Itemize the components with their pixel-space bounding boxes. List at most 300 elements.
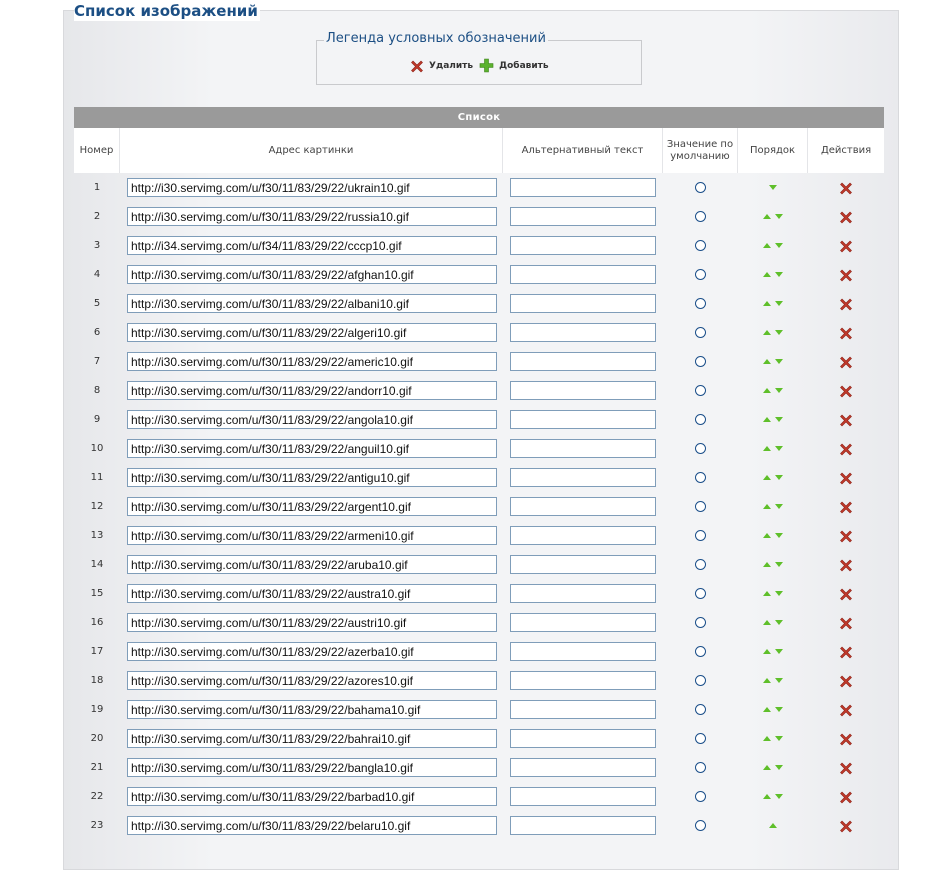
order-arrows — [763, 301, 783, 306]
order-arrows — [763, 359, 783, 364]
url-cell — [120, 173, 503, 202]
order-cell — [738, 434, 808, 463]
arrow-up-icon[interactable] — [763, 214, 771, 219]
table-row — [74, 202, 884, 231]
url-cell — [120, 463, 503, 492]
order-arrows — [769, 185, 777, 190]
default-radio[interactable] — [695, 704, 706, 715]
url-cell — [120, 695, 503, 724]
arrow-down-icon[interactable] — [775, 736, 783, 741]
url-cell — [120, 811, 503, 840]
url-input[interactable] — [127, 642, 497, 661]
arrow-down-icon[interactable] — [775, 243, 783, 248]
default-cell — [663, 811, 738, 840]
order-cell — [738, 666, 808, 695]
arrow-down-icon[interactable] — [775, 475, 783, 480]
alt-text-input[interactable] — [510, 642, 656, 661]
arrow-up-icon[interactable] — [763, 475, 771, 480]
arrow-down-icon[interactable] — [775, 678, 783, 683]
alt-cell — [503, 637, 663, 666]
alt-cell — [503, 434, 663, 463]
url-input[interactable] — [127, 613, 497, 632]
actions-cell — [808, 289, 884, 318]
alt-text-input[interactable] — [510, 526, 656, 545]
alt-cell — [503, 289, 663, 318]
legend-delete-label: Удалить — [429, 60, 474, 71]
arrow-up-icon[interactable] — [763, 678, 771, 683]
arrow-up-icon[interactable] — [763, 649, 771, 654]
table-row — [74, 782, 884, 811]
url-input[interactable] — [127, 468, 497, 487]
actions-cell — [808, 608, 884, 637]
actions-cell — [808, 666, 884, 695]
alt-text-input[interactable] — [510, 294, 656, 313]
table-row — [74, 521, 884, 550]
order-arrows — [769, 823, 777, 828]
actions-cell — [808, 202, 884, 231]
actions-cell — [808, 492, 884, 521]
arrow-up-icon[interactable] — [763, 359, 771, 364]
add-plus-icon — [479, 58, 494, 73]
url-input[interactable] — [127, 236, 497, 255]
arrow-up-icon[interactable] — [763, 736, 771, 741]
arrow-up-icon[interactable] — [763, 301, 771, 306]
table-header-row — [74, 128, 884, 173]
order-cell — [738, 521, 808, 550]
default-radio[interactable] — [695, 733, 706, 744]
default-cell — [663, 492, 738, 521]
alt-text-input[interactable] — [510, 468, 656, 487]
table-row — [74, 405, 884, 434]
default-radio[interactable] — [695, 298, 706, 309]
url-cell — [120, 637, 503, 666]
arrow-down-icon[interactable] — [775, 272, 783, 277]
header-alt: Альтернативный текст — [503, 128, 663, 173]
table-row — [74, 492, 884, 521]
arrow-down-icon[interactable] — [769, 185, 777, 190]
order-cell — [738, 782, 808, 811]
arrow-up-icon[interactable] — [769, 823, 777, 828]
url-cell — [120, 434, 503, 463]
url-input[interactable] — [127, 294, 497, 313]
alt-cell — [503, 405, 663, 434]
actions-cell — [808, 782, 884, 811]
order-cell — [738, 492, 808, 521]
arrow-up-icon[interactable] — [763, 504, 771, 509]
url-input[interactable] — [127, 439, 497, 458]
url-input[interactable] — [127, 381, 497, 400]
default-radio[interactable] — [695, 472, 706, 483]
delete-x-icon[interactable] — [839, 790, 853, 804]
order-arrows — [763, 794, 783, 799]
row-number: 14 — [90, 559, 104, 570]
url-input[interactable] — [127, 584, 497, 603]
row-number: 13 — [90, 530, 104, 541]
url-cell — [120, 521, 503, 550]
delete-x-icon[interactable] — [839, 703, 853, 717]
alt-text-input[interactable] — [510, 352, 656, 371]
arrow-up-icon[interactable] — [763, 620, 771, 625]
default-cell — [663, 666, 738, 695]
default-radio[interactable] — [695, 182, 706, 193]
order-cell — [738, 376, 808, 405]
row-number: 17 — [90, 646, 104, 657]
order-arrows — [763, 417, 783, 422]
delete-x-icon[interactable] — [839, 761, 853, 775]
default-cell — [663, 521, 738, 550]
order-arrows — [763, 214, 783, 219]
alt-text-input[interactable] — [510, 497, 656, 516]
delete-x-icon[interactable] — [839, 442, 853, 456]
url-input[interactable] — [127, 323, 497, 342]
actions-cell — [808, 579, 884, 608]
default-cell — [663, 463, 738, 492]
url-input[interactable] — [127, 526, 497, 545]
default-radio[interactable] — [695, 675, 706, 686]
arrow-up-icon[interactable] — [763, 388, 771, 393]
delete-x-icon[interactable] — [839, 616, 853, 630]
alt-text-input[interactable] — [510, 816, 656, 835]
order-cell — [738, 289, 808, 318]
actions-cell — [808, 521, 884, 550]
row-number: 9 — [93, 414, 101, 425]
alt-cell — [503, 724, 663, 753]
alt-cell — [503, 782, 663, 811]
row-number: 12 — [90, 501, 104, 512]
arrow-down-icon[interactable] — [775, 707, 783, 712]
default-radio[interactable] — [695, 559, 706, 570]
actions-cell — [808, 434, 884, 463]
actions-cell — [808, 695, 884, 724]
default-cell — [663, 289, 738, 318]
table-row — [74, 608, 884, 637]
default-radio[interactable] — [695, 588, 706, 599]
default-radio[interactable] — [695, 211, 706, 222]
url-cell — [120, 318, 503, 347]
url-input[interactable] — [127, 352, 497, 371]
order-arrows — [763, 562, 783, 567]
order-cell — [738, 550, 808, 579]
url-input[interactable] — [127, 178, 497, 197]
table-row — [74, 376, 884, 405]
alt-text-input[interactable] — [510, 584, 656, 603]
actions-cell — [808, 724, 884, 753]
url-cell — [120, 724, 503, 753]
url-input[interactable] — [127, 555, 497, 574]
delete-x-icon[interactable] — [839, 500, 853, 514]
delete-x-icon — [410, 59, 424, 73]
alt-cell — [503, 550, 663, 579]
url-input[interactable] — [127, 700, 497, 719]
legend-title: Легенда условных обозначений — [326, 31, 546, 46]
delete-x-icon[interactable] — [839, 268, 853, 282]
table-caption: Список — [74, 107, 884, 128]
table-row — [74, 289, 884, 318]
delete-x-icon[interactable] — [839, 413, 853, 427]
alt-text-input[interactable] — [510, 410, 656, 429]
actions-cell — [808, 231, 884, 260]
alt-text-input[interactable] — [510, 265, 656, 284]
alt-cell — [503, 318, 663, 347]
url-input[interactable] — [127, 787, 497, 806]
url-input[interactable] — [127, 207, 497, 226]
order-cell — [738, 347, 808, 376]
arrow-up-icon[interactable] — [763, 446, 771, 451]
arrow-up-icon[interactable] — [763, 533, 771, 538]
row-number: 20 — [90, 733, 104, 744]
default-cell — [663, 753, 738, 782]
arrow-down-icon[interactable] — [775, 533, 783, 538]
image-list-table — [74, 107, 884, 840]
default-radio[interactable] — [695, 501, 706, 512]
alt-text-input[interactable] — [510, 729, 656, 748]
url-cell — [120, 289, 503, 318]
alt-text-input[interactable] — [510, 236, 656, 255]
url-cell — [120, 405, 503, 434]
url-cell — [120, 666, 503, 695]
delete-x-icon[interactable] — [839, 529, 853, 543]
url-input[interactable] — [127, 410, 497, 429]
order-cell — [738, 637, 808, 666]
order-cell — [738, 405, 808, 434]
default-cell — [663, 434, 738, 463]
arrow-down-icon[interactable] — [775, 591, 783, 596]
table-row — [74, 637, 884, 666]
default-cell — [663, 347, 738, 376]
delete-x-icon[interactable] — [839, 181, 853, 195]
default-cell — [663, 405, 738, 434]
delete-x-icon[interactable] — [839, 732, 853, 746]
order-arrows — [763, 504, 783, 509]
arrow-up-icon[interactable] — [763, 794, 771, 799]
default-cell — [663, 608, 738, 637]
actions-cell — [808, 173, 884, 202]
default-radio[interactable] — [695, 240, 706, 251]
alt-text-input[interactable] — [510, 613, 656, 632]
table-row — [74, 753, 884, 782]
actions-cell — [808, 463, 884, 492]
table-row — [74, 550, 884, 579]
row-number: 8 — [93, 385, 101, 396]
alt-cell — [503, 202, 663, 231]
actions-cell — [808, 318, 884, 347]
url-input[interactable] — [127, 729, 497, 748]
url-cell — [120, 347, 503, 376]
url-cell — [120, 753, 503, 782]
alt-text-input[interactable] — [510, 207, 656, 226]
arrow-up-icon[interactable] — [763, 591, 771, 596]
default-radio[interactable] — [695, 762, 706, 773]
row-number: 11 — [90, 472, 104, 483]
row-number: 23 — [90, 820, 104, 831]
order-cell — [738, 695, 808, 724]
alt-text-input[interactable] — [510, 555, 656, 574]
table-row — [74, 811, 884, 840]
row-number: 22 — [90, 791, 104, 802]
table-row — [74, 260, 884, 289]
row-number: 6 — [93, 327, 101, 338]
default-cell — [663, 550, 738, 579]
header-order: Порядок — [738, 128, 808, 173]
table-row — [74, 318, 884, 347]
arrow-up-icon[interactable] — [763, 765, 771, 770]
url-cell — [120, 260, 503, 289]
order-arrows — [763, 678, 783, 683]
order-cell — [738, 463, 808, 492]
default-radio[interactable] — [695, 356, 706, 367]
order-arrows — [763, 330, 783, 335]
default-cell — [663, 260, 738, 289]
arrow-down-icon[interactable] — [775, 330, 783, 335]
arrow-up-icon[interactable] — [763, 272, 771, 277]
arrow-up-icon[interactable] — [763, 562, 771, 567]
arrow-up-icon[interactable] — [763, 417, 771, 422]
order-cell — [738, 753, 808, 782]
delete-x-icon[interactable] — [839, 297, 853, 311]
arrow-down-icon[interactable] — [775, 446, 783, 451]
default-radio[interactable] — [695, 791, 706, 802]
default-radio[interactable] — [695, 617, 706, 628]
alt-text-input[interactable] — [510, 700, 656, 719]
alt-text-input[interactable] — [510, 178, 656, 197]
legend-delete — [410, 59, 473, 73]
order-arrows — [763, 475, 783, 480]
delete-x-icon[interactable] — [839, 210, 853, 224]
row-number: 1 — [93, 182, 101, 193]
order-arrows — [763, 591, 783, 596]
table-row — [74, 347, 884, 376]
default-radio[interactable] — [695, 414, 706, 425]
url-input[interactable] — [127, 758, 497, 777]
legend-add — [479, 58, 548, 73]
default-radio[interactable] — [695, 269, 706, 280]
table-row — [74, 231, 884, 260]
order-cell — [738, 173, 808, 202]
delete-x-icon[interactable] — [839, 645, 853, 659]
page-title: Список изображений — [74, 2, 258, 20]
row-number: 16 — [90, 617, 104, 628]
order-cell — [738, 231, 808, 260]
url-input[interactable] — [127, 265, 497, 284]
alt-cell — [503, 579, 663, 608]
arrow-down-icon[interactable] — [775, 765, 783, 770]
delete-x-icon[interactable] — [839, 384, 853, 398]
arrow-down-icon[interactable] — [775, 214, 783, 219]
row-number: 10 — [90, 443, 104, 454]
url-input[interactable] — [127, 816, 497, 835]
alt-cell — [503, 608, 663, 637]
alt-text-input[interactable] — [510, 381, 656, 400]
row-number: 7 — [93, 356, 101, 367]
arrow-down-icon[interactable] — [775, 417, 783, 422]
table-row — [74, 695, 884, 724]
table-row — [74, 173, 884, 202]
default-cell — [663, 173, 738, 202]
url-cell — [120, 579, 503, 608]
actions-cell — [808, 550, 884, 579]
url-cell — [120, 492, 503, 521]
alt-cell — [503, 492, 663, 521]
default-radio[interactable] — [695, 530, 706, 541]
order-arrows — [763, 736, 783, 741]
default-cell — [663, 637, 738, 666]
arrow-down-icon[interactable] — [775, 359, 783, 364]
delete-x-icon[interactable] — [839, 239, 853, 253]
alt-cell — [503, 695, 663, 724]
arrow-up-icon[interactable] — [763, 330, 771, 335]
arrow-down-icon[interactable] — [775, 649, 783, 654]
alt-text-input[interactable] — [510, 758, 656, 777]
url-input[interactable] — [127, 497, 497, 516]
order-arrows — [763, 620, 783, 625]
default-radio[interactable] — [695, 820, 706, 831]
order-cell — [738, 579, 808, 608]
arrow-up-icon[interactable] — [763, 707, 771, 712]
order-cell — [738, 724, 808, 753]
header-number: Номер — [74, 128, 120, 173]
delete-x-icon[interactable] — [839, 355, 853, 369]
delete-x-icon[interactable] — [839, 558, 853, 572]
order-arrows — [763, 446, 783, 451]
order-arrows — [763, 533, 783, 538]
default-radio[interactable] — [695, 327, 706, 338]
delete-x-icon[interactable] — [839, 674, 853, 688]
default-radio[interactable] — [695, 443, 706, 454]
table-caption-row — [74, 107, 884, 128]
alt-text-input[interactable] — [510, 787, 656, 806]
table-row — [74, 666, 884, 695]
order-arrows — [763, 272, 783, 277]
arrow-down-icon[interactable] — [775, 301, 783, 306]
actions-cell — [808, 753, 884, 782]
default-radio[interactable] — [695, 385, 706, 396]
table-row — [74, 463, 884, 492]
order-cell — [738, 811, 808, 840]
order-cell — [738, 608, 808, 637]
default-radio[interactable] — [695, 646, 706, 657]
actions-cell — [808, 260, 884, 289]
alt-text-input[interactable] — [510, 439, 656, 458]
delete-x-icon[interactable] — [839, 326, 853, 340]
delete-x-icon[interactable] — [839, 587, 853, 601]
arrow-down-icon[interactable] — [775, 504, 783, 509]
delete-x-icon[interactable] — [839, 471, 853, 485]
arrow-down-icon[interactable] — [775, 794, 783, 799]
delete-x-icon[interactable] — [839, 819, 853, 833]
alt-text-input[interactable] — [510, 323, 656, 342]
order-cell — [738, 318, 808, 347]
actions-cell — [808, 405, 884, 434]
arrow-up-icon[interactable] — [763, 243, 771, 248]
arrow-down-icon[interactable] — [775, 388, 783, 393]
arrow-down-icon[interactable] — [775, 562, 783, 567]
default-cell — [663, 724, 738, 753]
url-cell — [120, 202, 503, 231]
header-actions: Действия — [808, 128, 884, 173]
row-number: 5 — [93, 298, 101, 309]
actions-cell — [808, 637, 884, 666]
url-cell — [120, 608, 503, 637]
alt-text-input[interactable] — [510, 671, 656, 690]
alt-cell — [503, 521, 663, 550]
arrow-down-icon[interactable] — [775, 620, 783, 625]
url-input[interactable] — [127, 671, 497, 690]
order-arrows — [763, 765, 783, 770]
row-number: 2 — [93, 211, 101, 222]
table-body — [74, 173, 884, 840]
order-cell — [738, 260, 808, 289]
url-cell — [120, 231, 503, 260]
